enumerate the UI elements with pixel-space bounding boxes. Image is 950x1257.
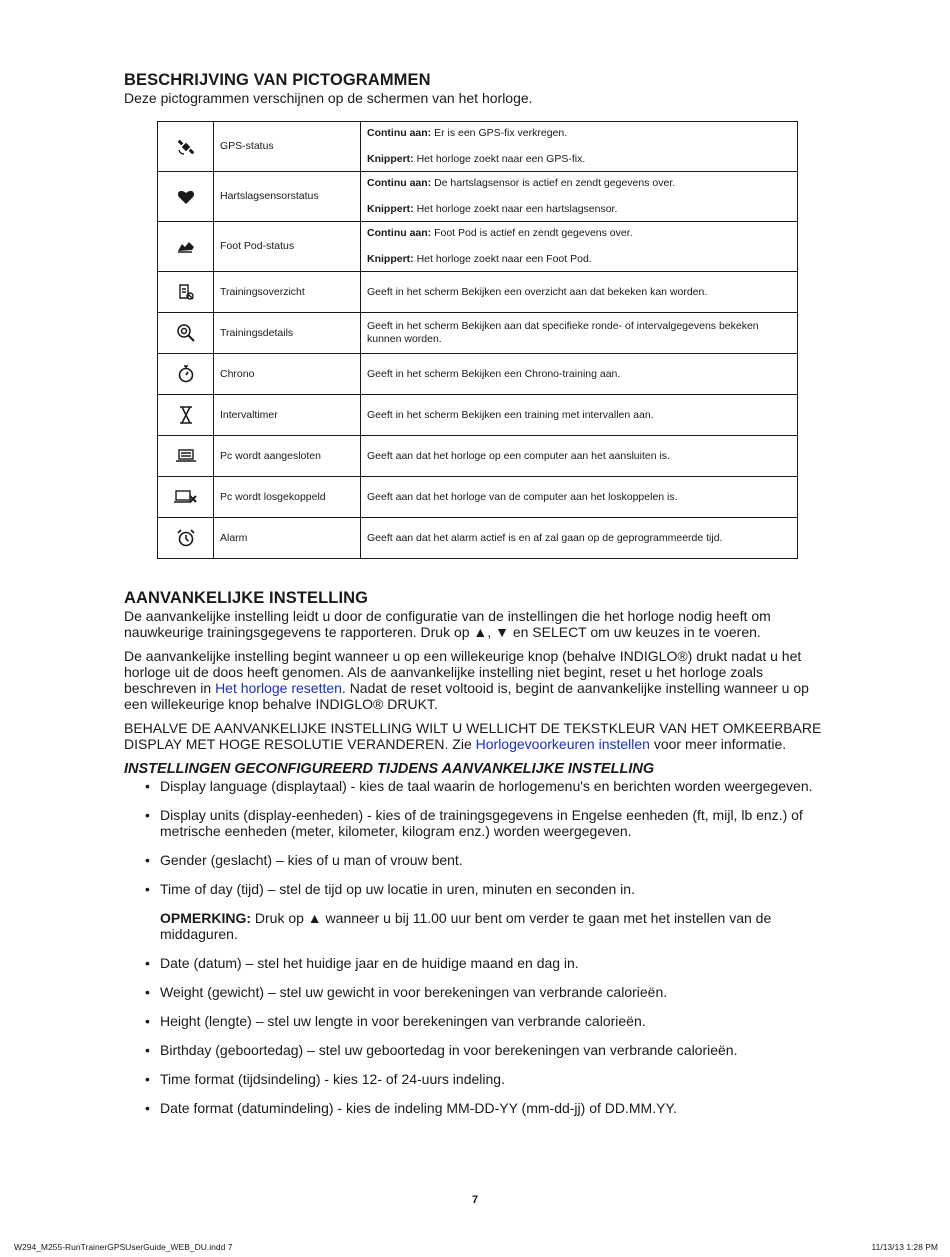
icon-cell [158,354,214,395]
status-label: Continu aan: [367,227,432,239]
status-text: Er is een GPS-fix verkregen. [431,127,568,139]
paragraph-intro: De aanvankelijke instelling leidt u door de configuratie van de instellingen die het horloge nodig heeft om nauwkeurige trainingsgegevens te rapporteren. Druk op ▲, ▼ en SELECT om uw keuzes in te voeren. [124,608,771,640]
magnifier-icon [164,323,207,343]
hourglass-icon [164,405,207,425]
icon-description-cell: Geeft aan dat het alarm actief is en af zal gaan op de geprogrammeerde tijd. [361,518,798,559]
icon-cell [158,436,214,477]
table-row [158,313,798,354]
icon-description-cell: Geeft aan dat het horloge van de computer aan het loskoppelen is. [361,477,798,518]
footer-timestamp: 11/13/13 1:28 PM [871,1242,938,1252]
table-row [158,477,798,518]
settings-list-2 [124,955,836,1116]
paragraph-text-color: BEHALVE DE AANVANKELIJKE INSTELLING WILT U WELLICHT DE TEKSTKLEUR VAN HET OMKEERBARE DISPLAY MET HOGE RESOLUTIE VERANDEREN. Zie Horlogevoorkeuren instellen voor meer informatie. [124,720,822,752]
link-watch-preferences[interactable]: Horlogevoorkeuren instellen [475,736,650,752]
status-label: Knippert: [367,153,414,165]
settings-list [124,778,836,897]
icon-cell [158,313,214,354]
table-row [158,518,798,559]
table-row [158,436,798,477]
alarm-clock-icon [164,528,207,548]
heart-icon [164,189,207,205]
list-item: • Height (lengte) – stel uw lengte in voor berekeningen van verbrande calorieën. [124,1013,836,1029]
icon-description-cell: Geeft in het scherm Bekijken een training met intervallen aan. [361,395,798,436]
list-item: • Date format (datumindeling) - kies de indeling MM-DD-YY (mm-dd-jj) of DD.MM.YY. [124,1100,836,1116]
status-text: Foot Pod is actief en zendt gegevens over. [431,227,633,239]
icon-name-cell: Pc wordt aangesloten [214,436,361,477]
icon-cell [158,172,214,222]
clipboard-icon [164,282,207,302]
status-label: Knippert: [367,203,414,215]
section-lead: Deze pictogrammen verschijnen op de schermen van het horloge. [124,90,533,106]
icon-description-cell: Geeft in het scherm Bekijken een Chrono-training aan. [361,354,798,395]
icon-cell [158,122,214,172]
section-title-pictograms: BESCHRIJVING VAN PICTOGRAMMEN [124,71,431,89]
icon-description-cell [361,122,798,172]
list-item: • Gender (geslacht) – kies of u man of vrouw bent. [124,852,836,868]
icon-name-cell: Foot Pod-status [214,222,361,272]
list-item: • Date (datum) – stel het huidige jaar en de huidige maand en dag in. [124,955,836,971]
icon-description-cell [361,172,798,222]
page-number: 7 [471,1194,479,1206]
list-item: • Time format (tijdsindeling) - kies 12- of 24-uurs indeling. [124,1071,836,1087]
list-item: • Birthday (geboortedag) – stel uw geboortedag in voor berekeningen van verbrande calorieën. [124,1042,836,1058]
icon-name-cell: Trainingsoverzicht [214,272,361,313]
section-pictograms [124,70,829,106]
icon-cell [158,477,214,518]
table-row [158,172,798,222]
icon-cell [158,395,214,436]
status-text: Het horloge zoekt naar een hartslagsensor. [413,203,618,215]
list-item: • Display units (display-eenheden) - kies of de trainingsgegevens in Engelse eenheden (ft, mijl, lb enz.) of metrische eenheden (meter, kilometer, kilogram enz.) worden weergegeven. [124,807,836,839]
icon-name-cell: Hartslagsensorstatus [214,172,361,222]
icon-name-cell: Intervaltimer [214,395,361,436]
status-text: Het horloge zoekt naar een GPS-fix. [413,153,586,165]
status-label: Continu aan: [367,177,432,189]
icon-name-cell: GPS-status [214,122,361,172]
status-text: De hartslagsensor is actief en zendt gegevens over. [431,177,676,189]
status-label: Knippert: [367,253,414,265]
status-label: Continu aan: [367,127,432,139]
icon-cell [158,272,214,313]
icon-name-cell: Chrono [214,354,361,395]
table-row [158,222,798,272]
stopwatch-icon [164,364,207,384]
table-row [158,272,798,313]
icon-description-cell: Geeft in het scherm Bekijken aan dat specifieke ronde- of intervalgegevens bekeken kunnen worden. [361,313,798,354]
icon-cell [158,518,214,559]
shoe-icon [164,239,207,255]
section-initial-setup [124,588,836,1129]
note: OPMERKING: Druk op ▲ wanneer u bij 11.00 uur bent om verder te gaan met het instellen van de middaguren. [160,910,772,942]
icon-name-cell: Pc wordt losgekoppeld [214,477,361,518]
icon-cell [158,222,214,272]
section-title-initial-setup: AANVANKELIJKE INSTELLING [124,589,369,607]
gps-satellite-icon [164,137,207,157]
icon-description-cell: Geeft aan dat het horloge op een computer aan het aansluiten is. [361,436,798,477]
laptop-disconnect-icon [164,489,207,505]
icon-name-cell: Alarm [214,518,361,559]
table-row [158,354,798,395]
list-item: • Time of day (tijd) – stel de tijd op uw locatie in uren, minuten en seconden in. [124,881,836,897]
table-row [158,122,798,172]
list-item: • Weight (gewicht) – stel uw gewicht in voor berekeningen van verbrande calorieën. [124,984,836,1000]
footer-filename: W294_M255-RunTrainerGPSUserGuide_WEB_DU.indd 7 [14,1242,233,1252]
link-reset-watch[interactable]: Het horloge resetten [215,680,342,696]
icons-table [157,121,798,559]
icon-name-cell: Trainingsdetails [214,313,361,354]
table-row [158,395,798,436]
laptop-icon [164,448,207,464]
subtitle-settings: INSTELLINGEN GECONFIGUREERD TIJDENS AANVANKELIJKE INSTELLING [124,761,655,777]
list-item: • Display language (displaytaal) - kies de taal waarin de horlogemenu's en berichten worden weergegeven. [124,778,836,794]
paragraph-start: De aanvankelijke instelling begint wanneer u op een willekeurige knop (behalve INDIGLO®) drukt nadat u het horloge uit de doos heeft genomen. Als de aanvankelijke instelling niet begint, reset u het horloge zoals beschreven in Het horloge resetten. Nadat de reset voltooid is, begint de aanvankelijke instelling wanneer u op een willekeurige knop behalve INDIGLO® DRUKT. [124,648,809,712]
icon-description-cell [361,222,798,272]
icon-description-cell: Geeft in het scherm Bekijken een overzicht aan dat bekeken kan worden. [361,272,798,313]
status-text: Het horloge zoekt naar een Foot Pod. [413,253,592,265]
